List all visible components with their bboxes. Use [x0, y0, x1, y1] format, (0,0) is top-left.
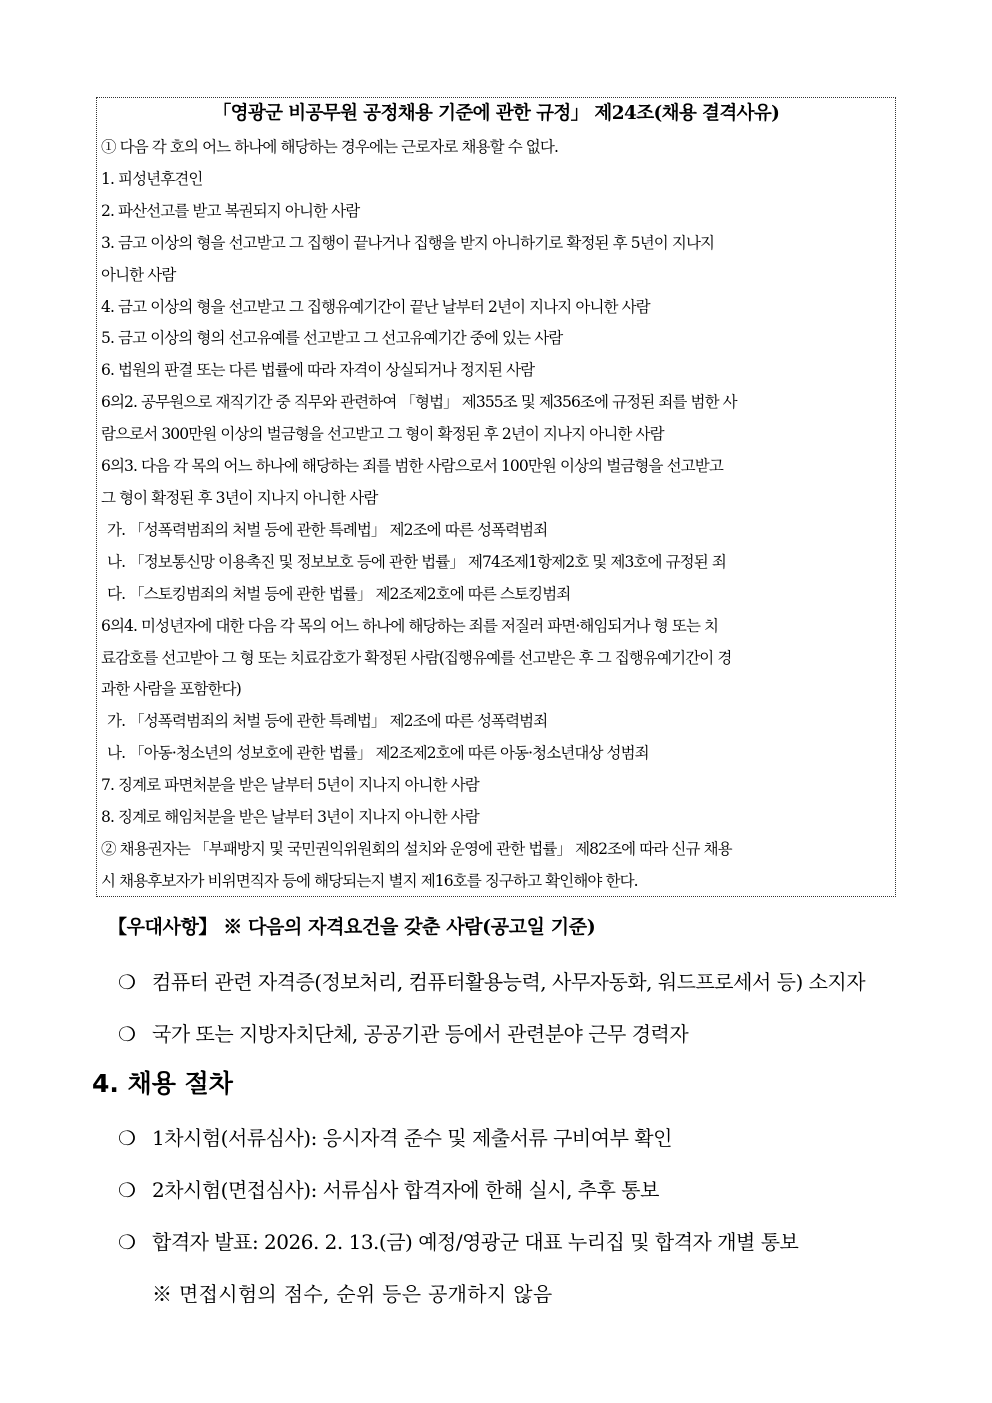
regulation-line: 4. 금고 이상의 형을 선고받고 그 집행유예기간이 끝난 날부터 2년이 지나지 아니한 사람	[101, 297, 650, 316]
preference-item	[118, 1018, 688, 1047]
regulation-line: 람으로서 300만원 이상의 벌금형을 선고받고 그 형이 확정된 후 2년이 지나지 아니한 사람	[101, 425, 664, 444]
regulation-line: 과한 사람을 포함한다)	[101, 680, 241, 699]
regulation-line: 나. 「아동·청소년의 성보호에 관한 법률」 제2조제2호에 따른 아동·청소년대상 성범죄	[107, 744, 649, 763]
regulation-line: 6의2. 공무원으로 재직기간 중 직무와 관련하여 「형법」 제355조 및 제356조에 규정된 죄를 범한 사	[101, 393, 737, 412]
regulation-line: 3. 금고 이상의 형을 선고받고 그 집행이 끝나거나 집행을 받지 아니하기로 확정된 후 5년이 지나지	[101, 233, 715, 252]
procedure-item	[118, 1226, 798, 1255]
regulation-line: 료감호를 선고받아 그 형 또는 치료감호가 확정된 사람(집행유예를 선고받은 후 그 집행유예기간이 경	[101, 648, 732, 667]
procedure-item-text: 2차시험(면접심사): 서류심사 합격자에 한해 실시, 추후 통보	[152, 1178, 659, 1202]
circle-bullet-icon: ❍	[118, 970, 136, 994]
regulation-line: 6의3. 다음 각 목의 어느 하나에 해당하는 죄를 범한 사람으로서 100만원 이상의 벌금형을 선고받고	[101, 457, 723, 476]
regulation-line: 나. 「정보통신망 이용촉진 및 정보보호 등에 관한 법률」 제74조제1항제2호 및 제3호에 규정된 죄	[107, 552, 726, 571]
regulation-line: 6. 법원의 판결 또는 다른 법률에 따라 자격이 상실되거나 정지된 사람	[101, 361, 535, 380]
regulation-line: 아니한 사람	[101, 265, 176, 284]
procedure-note: ※ 면접시험의 점수, 순위 등은 공개하지 않음	[152, 1282, 553, 1306]
regulation-line: 시 채용후보자가 비위면직자 등에 해당되는지 별지 제16호를 징구하고 확인해야 한다.	[101, 871, 638, 890]
procedure-item-text: 1차시험(서류심사): 응시자격 준수 및 제출서류 구비여부 확인	[152, 1126, 672, 1150]
regulation-title: 「영광군 비공무원 공정채용 기준에 관한 규정」 제24조(채용 결격사유)	[212, 103, 780, 124]
section-title: 4. 채용 절차	[92, 1069, 233, 1098]
regulation-line: 가. 「성폭력범죄의 처벌 등에 관한 특례법」 제2조에 따른 성폭력범죄	[107, 520, 548, 539]
regulation-line: 8. 징계로 해임처분을 받은 날부터 3년이 지나지 아니한 사람	[101, 808, 479, 827]
regulation-line: 2. 파산선고를 받고 복권되지 아니한 사람	[101, 201, 360, 220]
preference-title: 【우대사항】 ※ 다음의 자격요건을 갖춘 사람(공고일 기준)	[108, 916, 596, 938]
procedure-item	[118, 1174, 659, 1203]
regulation-line: 그 형이 확정된 후 3년이 지나지 아니한 사람	[101, 488, 378, 507]
regulation-line: 6의4. 미성년자에 대한 다음 각 목의 어느 하나에 해당하는 죄를 저질러 파면·해임되거나 형 또는 치	[101, 616, 719, 635]
preference-item-text: 국가 또는 지방자치단체, 공공기관 등에서 관련분야 근무 경력자	[152, 1022, 689, 1046]
regulation-line: 가. 「성폭력범죄의 처벌 등에 관한 특례법」 제2조에 따른 성폭력범죄	[107, 712, 548, 731]
preference-item-text: 컴퓨터 관련 자격증(정보처리, 컴퓨터활용능력, 사무자동화, 워드프로세서 등) 소지자	[152, 970, 866, 994]
circle-bullet-icon: ❍	[118, 1230, 136, 1254]
regulation-line: ② 채용권자는 「부패방지 및 국민권익위원회의 설치와 운영에 관한 법률」 제82조에 따라 신규 채용	[101, 839, 732, 858]
circle-bullet-icon: ❍	[118, 1178, 136, 1202]
procedure-item-text: 합격자 발표: 2026. 2. 13.(금) 예정/영광군 대표 누리집 및 합격자 개별 통보	[152, 1230, 799, 1254]
circle-bullet-icon: ❍	[118, 1022, 136, 1046]
regulation-line: 다. 「스토킹범죄의 처벌 등에 관한 법률」 제2조제2호에 따른 스토킹범죄	[107, 584, 571, 603]
regulation-line: ① 다음 각 호의 어느 하나에 해당하는 경우에는 근로자로 채용할 수 없다.	[101, 138, 558, 156]
preference-item	[118, 966, 865, 995]
regulation-box	[96, 97, 896, 897]
procedure-item	[118, 1122, 672, 1151]
regulation-line: 7. 징계로 파면처분을 받은 날부터 5년이 지나지 아니한 사람	[101, 776, 479, 795]
regulation-line: 1. 피성년후견인	[101, 169, 203, 188]
circle-bullet-icon: ❍	[118, 1126, 136, 1150]
regulation-line: 5. 금고 이상의 형의 선고유예를 선고받고 그 선고유예기간 중에 있는 사람	[101, 329, 563, 348]
